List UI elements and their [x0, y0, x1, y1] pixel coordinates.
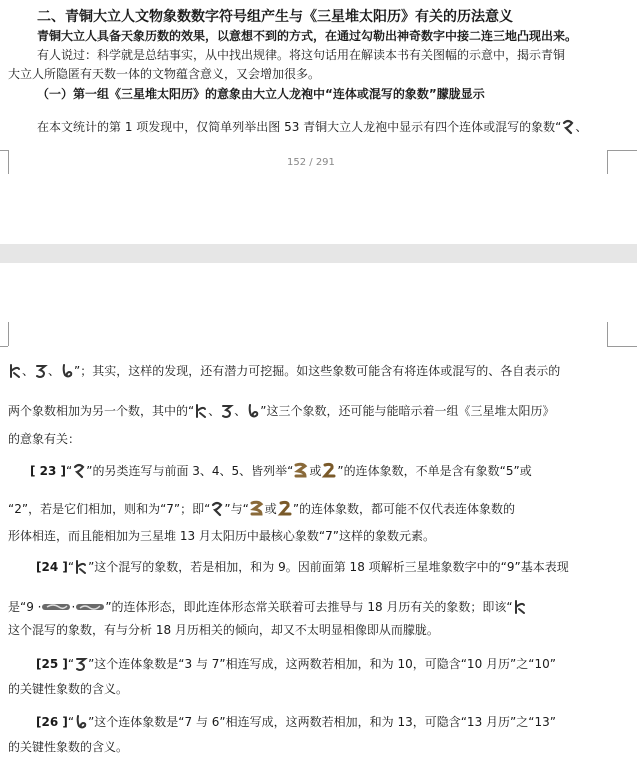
item-26-line-1: [36, 713, 556, 730]
glyph-symbol-1-icon: [561, 119, 575, 135]
bronze-glyph-2b-icon: [277, 500, 293, 517]
item-24-e: ”的连体形态，即此连体形态常关联着可去推导与 18 月历有关的象数；即该“: [105, 600, 513, 614]
item-24-line-3: 这个混写的象数，有与分析 18 月历相关的倾向，却又不太明显相像即从而朦胧。: [8, 623, 439, 637]
paragraph-1-line-1: 有人说过：科学就是总结事实，从中找出规律。将这句话用在解读本书有关图幅的示意中，揭示青铜: [37, 48, 566, 62]
item-24-b: ”这个混写的象数，若是相加，和为 9。因前面第 18 项解析三星堆象数字中的“9”基本表现: [88, 560, 569, 574]
item-25-quote: “: [67, 657, 75, 671]
item-23-quote: “: [66, 464, 73, 478]
sep-2: 、: [48, 364, 61, 378]
item-23-number: [ 23 ]: [30, 464, 67, 478]
bronze-glyph-5-icon: [293, 462, 309, 479]
crop-mark-left: [8, 150, 9, 174]
item-23-or: 或: [309, 464, 322, 478]
item-25-line-2: 的关键性象数的含义。: [8, 682, 129, 696]
paragraph-2-line-1: [37, 118, 587, 135]
glyph-symbol-2d-icon: [513, 599, 527, 615]
p2-line-2-b: ”这三个象数，还可能与能暗示着一组《三星堆太阳历》: [260, 404, 555, 418]
bronze-glyph-5b-icon: [249, 500, 265, 517]
glyph-symbol-4-icon: [60, 363, 74, 379]
item-26-number: [26 ]: [36, 715, 68, 729]
item-23-line-2: [8, 500, 515, 517]
crop-mark-right-2: [607, 322, 608, 346]
bold-intro-line: 青铜大立人具备天象历数的效果，以意想不到的方式，在通过勾勒出神奇数字中接二连三地凸现出来。: [37, 29, 578, 43]
paragraph-2-end: 、: [575, 120, 588, 134]
glyph-symbol-4b-icon: [246, 403, 260, 419]
item-24-line-1: [36, 558, 569, 575]
p2-line-2: 两个象数相加为另一个数，其中的“ 、 、 ”这三个象数，还可能与能暗示着一组《三星堆太阳历》: [8, 404, 555, 418]
page-number: 152 / 291: [287, 157, 335, 168]
glyph-symbol-4c-icon: [74, 714, 88, 730]
crop-mark-left-2: [8, 322, 9, 346]
item-25-b: ”这个连体象数是“3 与 7”相连写成，这两数若相加，和为 10，可隐含“10 月历”之“10”: [88, 657, 556, 671]
item-24-c: 是“9 ·: [8, 600, 42, 614]
item-24-number: [24 ]: [36, 560, 68, 574]
item-23-c: ”的连体象数，不单是含有象数“5”或: [337, 464, 532, 478]
crop-mark-left-h: [0, 150, 8, 151]
item-23-f: ”的连体象数，都可能不仅代表连体象数的: [292, 502, 516, 516]
crop-mark-left-2-h: [0, 346, 8, 347]
p2-line-2-a: 两个象数相加为另一个数，其中的“: [8, 404, 195, 418]
glyph-symbol-2b-icon: [194, 403, 208, 419]
sep-1: 、: [22, 364, 35, 378]
item-26-b: ”这个连体象数是“7 与 6”相连写成，这两数若相加，和为 13，可隐含“13 月历”之“13”: [88, 715, 556, 729]
item-24-d: ·: [71, 600, 76, 614]
p2-line-1-text: ”；其实，这样的发现，还有潜力可挖掘。如这些象数可能含有将连体或混写的、各自表示的: [74, 364, 561, 378]
bronze-glyph-2-icon: [321, 462, 337, 479]
item-23-b: ”的另类连写与前面 3、4、5、皆列举“: [86, 464, 294, 478]
item-26-quote: “: [67, 715, 75, 729]
bar-glyph-2-icon: [75, 601, 105, 613]
item-25-line-1: [36, 655, 556, 672]
section-title: 二、青铜大立人文物象数数字符号组产生与《三星堆太阳历》有关的历法意义: [37, 9, 513, 25]
item-24-line-2: [8, 598, 527, 615]
glyph-symbol-2c-icon: [74, 559, 88, 575]
item-23-e: ”与“: [224, 502, 249, 516]
bar-glyph-1-icon: [41, 601, 71, 613]
glyph-symbol-3c-icon: [74, 656, 88, 672]
crop-mark-right: [607, 150, 608, 174]
item-23-line-3: 形体相连，而且能相加为三星堆 13 月太阳历中最核心象数“7”这样的象数元素。: [8, 529, 435, 543]
paragraph-2-text: 在本文统计的第 1 项发现中，仅简单列举出图 53 青铜大立人龙袍中显示有四个连体或混写的象数“: [37, 120, 562, 134]
glyph-symbol-3-icon: [34, 363, 48, 379]
item-24-quote: “: [67, 560, 75, 574]
item-23-line-1: [30, 462, 532, 479]
page-gap: [0, 244, 637, 263]
glyph-symbol-1b-icon: [72, 463, 86, 479]
item-25-number: [25 ]: [36, 657, 68, 671]
p2-line-3: 的意象有关：: [8, 432, 81, 446]
item-23-or-2: 或: [264, 502, 277, 516]
crop-mark-right-h: [607, 150, 637, 151]
p2-line-1: [8, 362, 560, 379]
glyph-symbol-1c-icon: [210, 501, 224, 517]
paragraph-1-line-2: 大立人所隐匿有天数一体的文物蕴含意义，又会增加很多。: [8, 67, 321, 81]
glyph-symbol-3b-icon: [220, 403, 234, 419]
glyph-symbol-2-icon: [8, 363, 22, 379]
item-26-line-2: 的关键性象数的含义。: [8, 740, 129, 754]
subheading: （一）第一组《三星堆太阳历》的意象由大立人龙袍中“连体或混写的象数”朦胧显示: [37, 87, 485, 101]
crop-mark-right-2-h: [607, 346, 637, 347]
item-23-d: “2”，若是它们相加，则和为“7”；即“: [8, 502, 211, 516]
